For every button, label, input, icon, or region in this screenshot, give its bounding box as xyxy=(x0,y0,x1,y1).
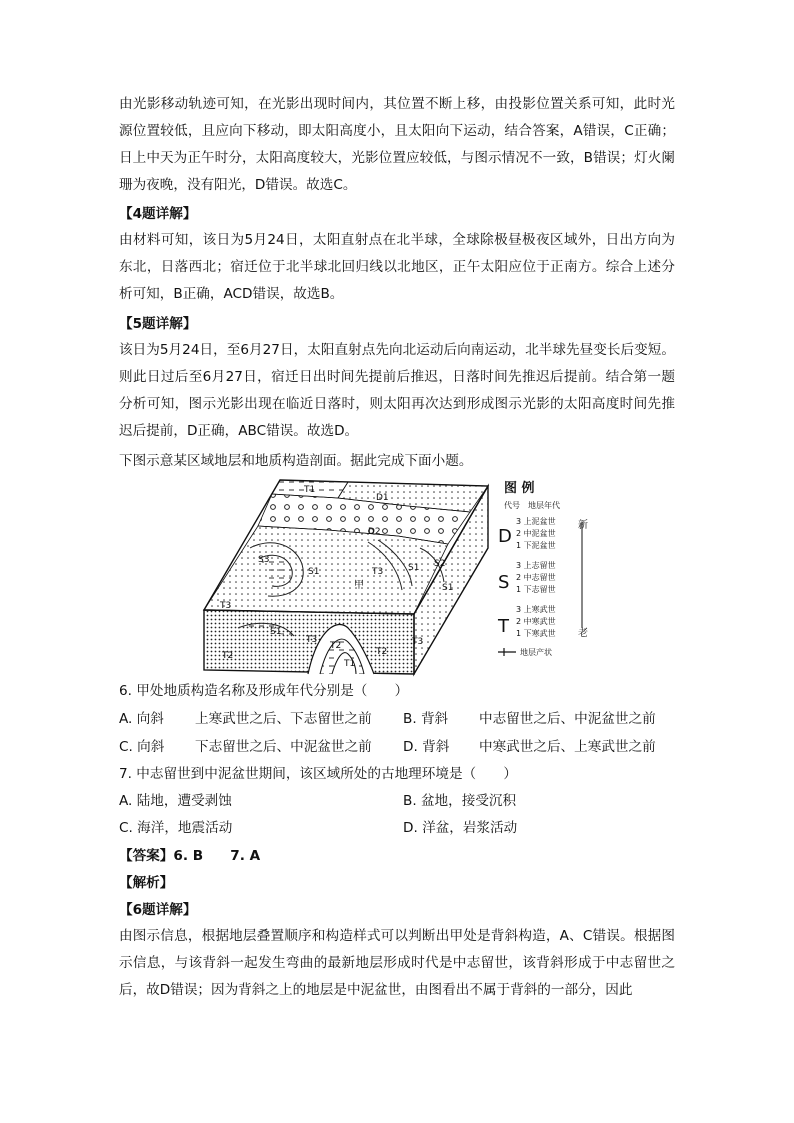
legend-code-s: S xyxy=(498,572,510,593)
legend xyxy=(497,480,588,657)
q6-option-d-letter: D. 背斜 xyxy=(403,739,450,755)
legend-item: 3 上寒武世 xyxy=(516,605,556,614)
q7-option-d[interactable]: D. 洋盆，岩浆活动 xyxy=(403,820,518,836)
legend-item: 3 上志留世 xyxy=(516,561,556,570)
label-t1-core: T1 xyxy=(344,659,356,669)
answer-line: 【答案】6. B 7. A xyxy=(119,848,261,864)
heading-q4-detail: 【4题详解】 xyxy=(119,206,197,222)
legend-item: 2 中泥盆世 xyxy=(516,529,556,538)
label-t2-right: T2 xyxy=(376,647,388,657)
question-7: 7. 中志留世到中泥盆世期间，该区域所处的古地理环境是（ ） xyxy=(119,766,517,782)
legend-item: 3 上泥盆世 xyxy=(516,517,556,526)
paragraph-q4-analysis: 由材料可知，该日为5月24日，太阳直射点在北半球，全球除极昼极夜区域外，日出方向为东北，日落西北；宿迁位于北半球北回归线以北地区，正午太阳应位于正南方。综合上述分析可知，B正确，ACD错误，故选B。 xyxy=(119,232,675,302)
legend-item: 2 中志留世 xyxy=(516,573,556,582)
label-t1-top: T1 xyxy=(304,485,316,495)
figure-intro: 下图示意某区域地层和地质构造剖面。据此完成下面小题。 xyxy=(119,453,473,469)
q7-option-b[interactable]: B. 盆地，接受沉积 xyxy=(403,793,517,809)
legend-item: 1 下志留世 xyxy=(516,585,556,594)
q6-option-b-text: 中志留世之后、中泥盆世之前 xyxy=(479,711,656,727)
label-t3-center: T3 xyxy=(372,567,384,577)
label-t2-center: T2 xyxy=(330,641,342,651)
legend-new: 新 xyxy=(578,520,588,531)
q6-option-c-letter: C. 向斜 xyxy=(119,739,165,755)
legend-item: 1 下寒武世 xyxy=(516,629,556,638)
q6-option-a-letter: A. 向斜 xyxy=(119,711,164,727)
q7-option-a[interactable]: A. 陆地，遭受剥蚀 xyxy=(119,793,232,809)
label-t3-front: T3 xyxy=(306,635,318,645)
legend-title: 图 例 xyxy=(504,481,535,496)
legend-item: 1 下泥盆世 xyxy=(516,541,556,550)
q6-option-a-text: 上寒武世之后、下志留世之前 xyxy=(195,711,372,727)
q6-option-b[interactable] xyxy=(403,709,656,729)
q6-option-d-text: 中寒武世之后、上寒武世之前 xyxy=(479,739,656,755)
label-t2-left: T2 xyxy=(222,651,234,661)
label-s2: S2 xyxy=(434,559,446,569)
paragraph-q3-analysis: 由光影移动轨迹可知，在光影出现时间内，其位置不断上移，由投影位置关系可知，此时光源位置较低，且应向下移动，即太阳高度小，且太阳向下运动，结合答案，A错误，C正确；日上中天为正午时分，太阳高度较大，光影位置应较低，与图示情况不一致，B错误；灯火阑珊为夜晚，没有阳光，D错误。故选C。 xyxy=(119,96,675,193)
label-s3: S3 xyxy=(258,555,270,565)
geologic-section-figure xyxy=(198,478,600,678)
legend-item: 2 中寒武世 xyxy=(516,617,556,626)
legend-col-code: 代号 xyxy=(504,501,520,510)
label-s1-center: S1 xyxy=(408,563,420,573)
label-d1: D1 xyxy=(376,493,389,503)
paragraph-q5-analysis: 该日为5月24日，至6月27日，太阳直射点先向北运动后向南运动，北半球先昼变长后变短。则此日过后至6月27日，宿迁日出时间先提前后推迟，日落时间先推迟后提前。结合第一题分析可知，图示光影出现在临近日落时，则太阳再次达到形成图示光影的太阳高度时间先推迟后提前，D正确，ABC错误。故选D。 xyxy=(119,342,675,439)
q6-option-d[interactable] xyxy=(403,737,656,757)
label-jia: 甲 xyxy=(354,580,364,591)
q6-option-c-text: 下志留世之后、中泥盆世之前 xyxy=(195,739,372,755)
legend-old: 老 xyxy=(578,628,588,639)
paragraph-q6-analysis: 由图示信息，根据地层叠置顺序和构造样式可以判断出甲处是背斜构造，A、C错误。根据图示信息，与该背斜一起发生弯曲的最新地层形成时代是中志留世，该背斜形成于中志留世之后，故D错误；因为背斜之上的地层是中泥盆世，由图看出不属于背斜的一部分，因此 xyxy=(119,928,675,998)
label-s1-right: S1 xyxy=(442,583,454,593)
label-s1-front: S1 xyxy=(270,627,282,637)
legend-attitude: 地层产状 xyxy=(520,648,552,657)
label-t3-left: T3 xyxy=(220,601,232,611)
heading-q5-detail: 【5题详解】 xyxy=(119,316,197,332)
q6-option-a[interactable] xyxy=(119,709,372,729)
label-t3-right: T3 xyxy=(412,637,424,647)
legend-code-d: D xyxy=(498,526,512,547)
label-s1-left: S1 xyxy=(308,567,320,577)
legend-col-age: 地层年代 xyxy=(528,501,560,510)
analysis-heading: 【解析】 xyxy=(119,875,174,891)
q7-option-c[interactable]: C. 海洋，地震活动 xyxy=(119,820,233,836)
question-6: 6. 甲处地质构造名称及形成年代分别是（ ） xyxy=(119,683,409,699)
label-d2: D2 xyxy=(368,527,381,537)
legend-code-t: T xyxy=(498,616,509,637)
q6-option-c[interactable] xyxy=(119,737,372,757)
heading-q6-detail: 【6题详解】 xyxy=(119,902,197,918)
q6-option-b-letter: B. 背斜 xyxy=(403,711,449,727)
